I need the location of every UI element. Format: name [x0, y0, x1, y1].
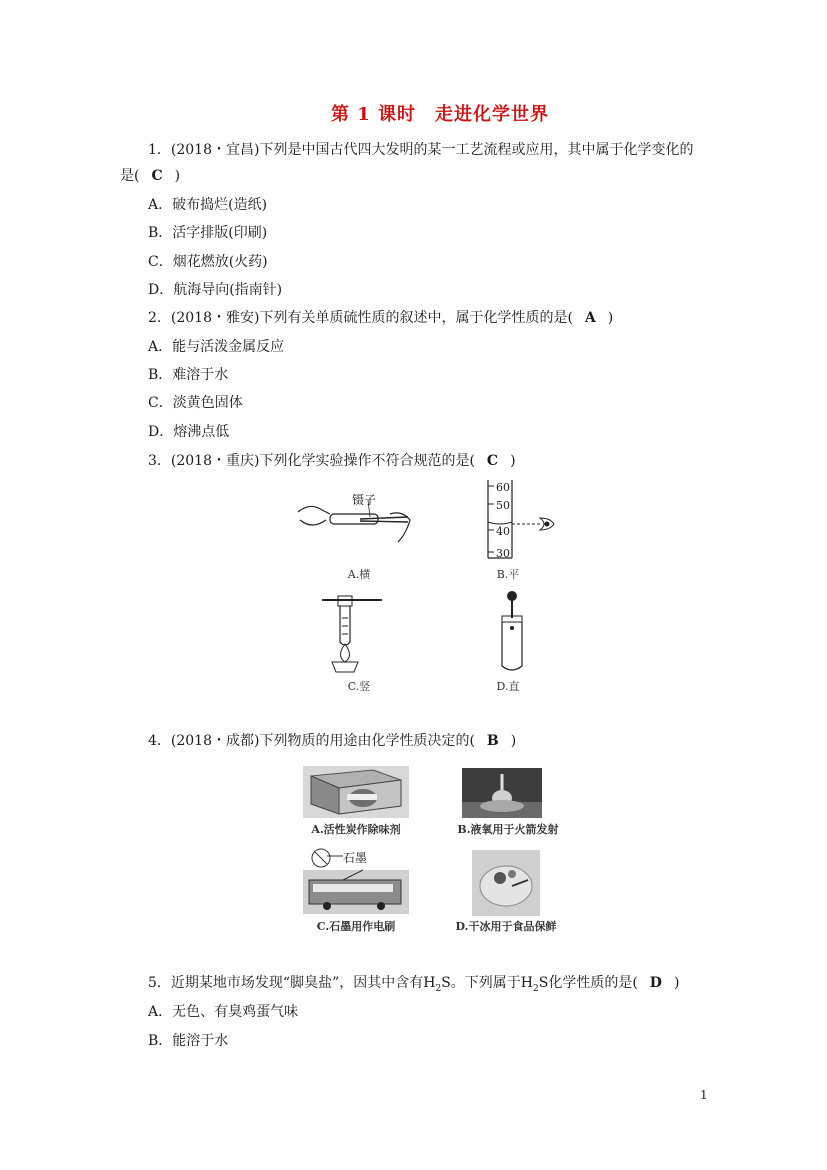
q2-stem-pre: 2．(2018・雅安)下列有关单质硫性质的叙述中，属于化学性质的是(: [148, 310, 573, 326]
q4-caption-c: C.石墨用作电刷: [316, 920, 396, 933]
q5-option-a: A．无色、有臭鸡蛋气味: [148, 1004, 299, 1020]
cylinder-tick-30: 30: [496, 547, 510, 560]
q3-caption-c: C.竖: [347, 680, 371, 693]
q3-answer: C: [486, 453, 499, 469]
q1-option-b: B．活字排版(印刷): [148, 225, 268, 241]
q4-caption-a: A.活性炭作除味剂: [311, 823, 401, 836]
q5-formula-1-s: S: [441, 975, 451, 991]
cylinder-tick-60: 60: [496, 481, 510, 494]
q2-stem-post: ): [607, 310, 614, 326]
q4-stem-pre: 4．(2018・成都)下列物质的用途由化学性质决定的(: [148, 733, 475, 749]
q2-option-a: A．能与活泼金属反应: [148, 339, 285, 355]
photo-d-dry-ice: [472, 850, 540, 916]
q5-stem-b: 。下列属于: [450, 975, 521, 991]
q5-stem-a: 5．近期某地市场发现“脚臭盐”，因其中含有: [148, 975, 424, 991]
figure-d-dropper: [492, 590, 532, 674]
q5-formula-1-h: H: [423, 975, 436, 991]
q1-answer: C: [151, 168, 163, 184]
cylinder-tick-40: 40: [496, 525, 510, 538]
q3-stem: [148, 451, 516, 471]
graphite-label: 石墨: [343, 851, 368, 865]
figure-b-cylinder: [480, 478, 570, 560]
q1-stem-post: ): [174, 168, 181, 184]
cylinder-tick-50: 50: [496, 499, 510, 512]
q4-stem-post: ): [510, 733, 517, 749]
q2-option-b: B．难溶于水: [148, 367, 229, 383]
q5-formula-2-sub: 2: [533, 983, 539, 994]
q1-stem-line1: 1．(2018・宜昌)下列是中国古代四大发明的某一工艺流程或应用，其中属于化学变化的: [148, 142, 694, 158]
tweezers-label: 镊子: [352, 493, 377, 507]
q3-caption-d: D.直: [496, 680, 520, 693]
q5-stem: [148, 973, 679, 999]
q5-option-b: B．能溶于水: [148, 1033, 229, 1049]
q1-option-d: D．航海导向(指南针): [148, 282, 283, 298]
q5-formula-1-sub: 2: [435, 983, 442, 994]
q4-stem: [148, 731, 516, 751]
q1-option-a: A．破布捣烂(造纸): [148, 197, 268, 213]
q3-stem-post: ): [510, 453, 516, 469]
q4-caption-d: D.干冰用于食品保鲜: [455, 920, 557, 933]
page-title: 第 1 课时 走进化学世界: [330, 104, 550, 125]
q5-stem-c: 化学性质的是(: [548, 975, 638, 991]
q5-stem-post: ): [673, 975, 680, 991]
q5-answer: D: [649, 975, 662, 991]
q1-option-c: C．烟花燃放(火药): [148, 254, 268, 270]
q2-stem: [148, 308, 613, 328]
q4-answer: B: [486, 733, 499, 749]
q2-option-d: D．熔沸点低: [148, 424, 230, 440]
q3-caption-b: B.平: [496, 568, 520, 581]
q3-stem-pre: 3．(2018・重庆)下列化学实验操作不符合规范的是(: [148, 453, 475, 469]
photo-a-activated-carbon: [303, 766, 409, 818]
photo-b-rocket: [462, 768, 542, 818]
q4-caption-b: B.液氧用于火箭发射: [457, 823, 559, 836]
q5-formula-2-s: S: [538, 975, 549, 991]
q1-stem-pre: 是(: [120, 168, 140, 184]
q2-answer: A: [584, 310, 596, 326]
q2-option-c: C．淡黄色固体: [148, 395, 243, 411]
q5-formula-2-h: H: [520, 975, 533, 991]
q3-caption-a: A.横: [347, 568, 371, 581]
figure-c-heating: [318, 592, 388, 674]
q1-stem-line2: [120, 166, 180, 186]
page-number: 1: [700, 1088, 708, 1102]
